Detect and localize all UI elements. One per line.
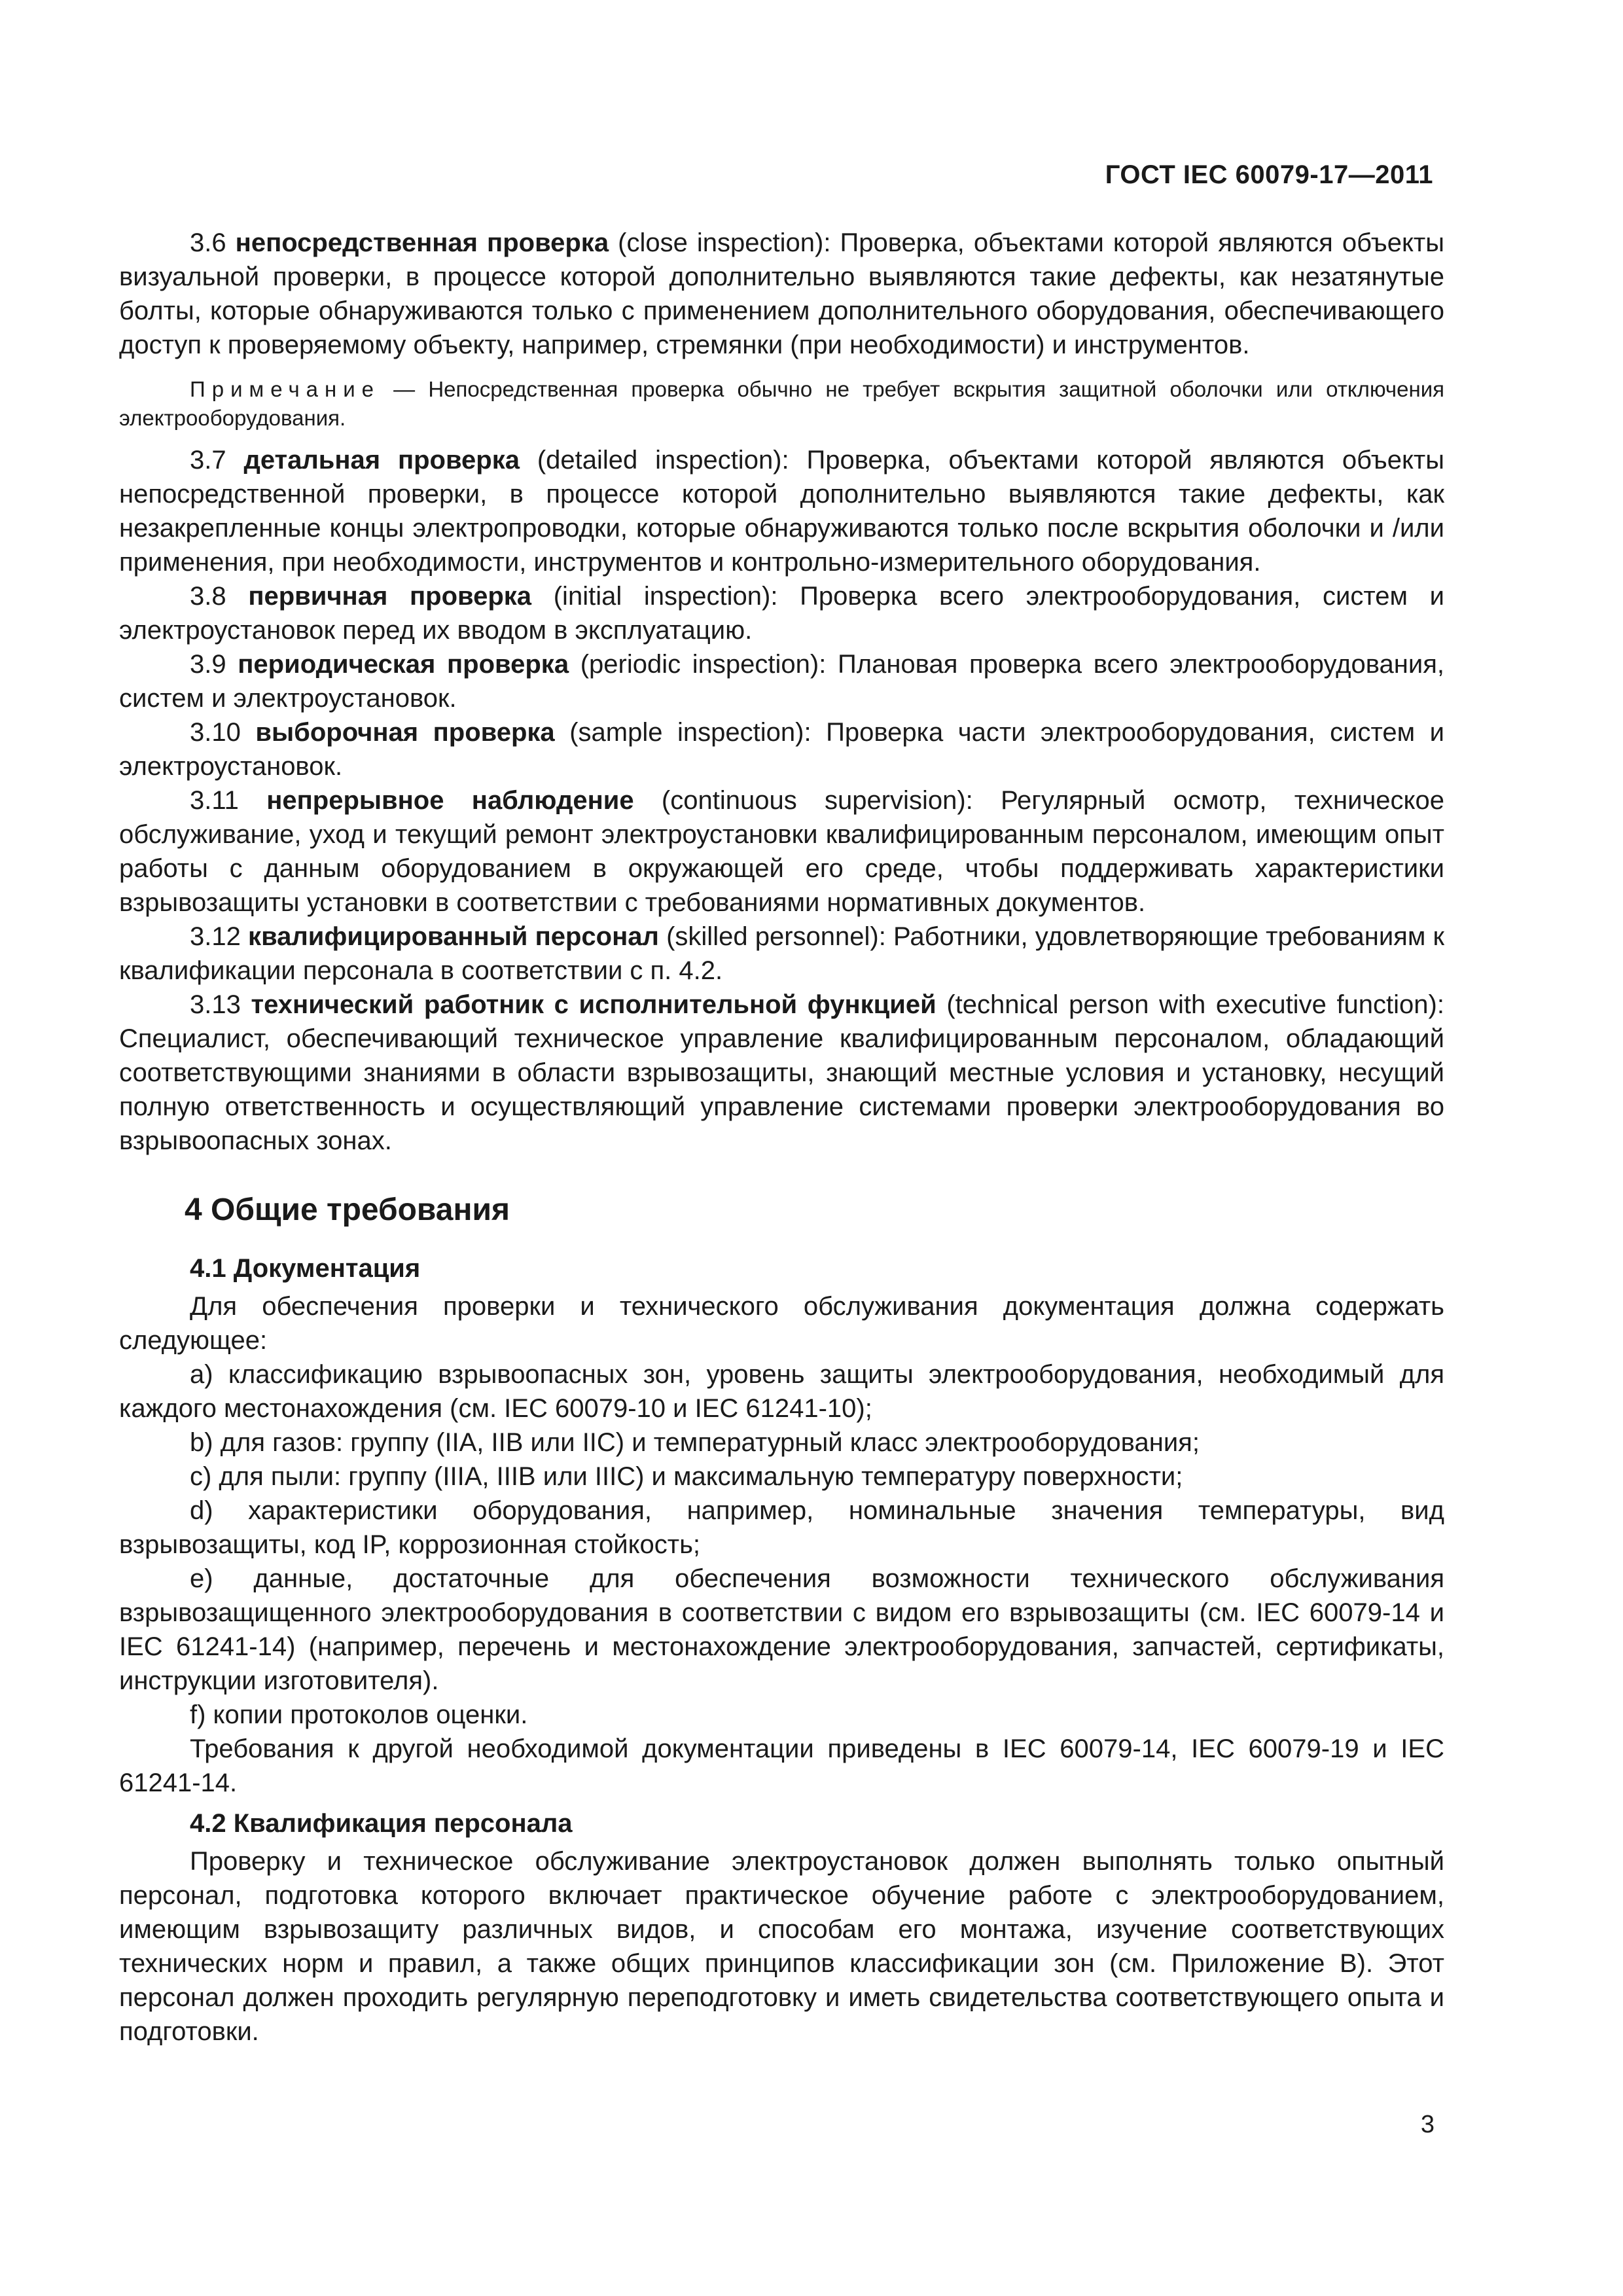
term-number: 3.6 [190,228,226,257]
term-definition: Плановая проверка всего электрооборудования, систем и электроустановок. [119,650,1444,713]
subsection-body: Проверку и техническое обслуживание электроустановок должен выполнять только опытный персонал, подготовка которого включает практическое обучение работе с электрооборудованием, имеющим взрывозащиту различных видов, и способам его монтажа, изучение соответствующих технических норм и правил, а также общих принципов классификации зон (см. Приложение B). Этот персонал должен проходить регулярную переподготовку и иметь свидетельства соответствующего опыта и подготовки. [119,1847,1444,2046]
term-english: (initial inspection): [553,582,778,611]
term-number: 3.13 [190,990,241,1019]
term-name: непрерывное наблюдение [266,786,634,815]
note-label: Примечание [190,377,381,401]
term-name: квалифицированный персонал [248,922,659,951]
list-item: e) данные, достаточные для обеспечения возможности технического обслуживания взрывозащищенного электрооборудования в соответствии с видом его взрывозащиты (см. IEC 60079-14 и IEC 61241-14) (например, перечень и местонахождение электрооборудования, запчастей, сертификаты, инструкции изготовителя). [119,1564,1444,1695]
subsection-title-4-2: 4.2 Квалификация персонала [190,1809,573,1838]
term-number: 3.10 [190,718,241,747]
term-name: технический работник с исполнительной функцией [251,990,936,1019]
term-3-8 [119,579,1444,647]
term-english: (continuous supervision): [661,786,973,815]
subsection-outro: Требования к другой необходимой документации приведены в IEC 60079-14, IEC 60079-19 и IEC 61241-14. [119,1734,1444,1797]
term-name: периодическая проверка [238,650,569,679]
term-3-6 [119,226,1444,362]
subsection-title-4-1: 4.1 Документация [190,1254,421,1283]
term-3-13 [119,988,1444,1158]
term-english: (technical person with executive function): [946,990,1444,1019]
list-item: c) для пыли: группу (IIIA, IIIB или IIIC) и максимальную температуру поверхности; [190,1462,1183,1491]
note [119,375,1444,433]
term-definition: Специалист, обеспечивающий техническое управление квалифицированным персоналом, обладающий соответствующими знаниями в области взрывозащиты, знающий местные условия и установку, несущий полную ответственность и осуществляющий управление системами проверки электрооборудования во взрывоопасных зонах. [119,1024,1444,1155]
term-definition: Проверка всего электрооборудования, систем и электроустановок перед их вводом в эксплуатацию. [119,582,1444,645]
note-text: — Непосредственная проверка обычно не требует вскрытия защитной оболочки или отключения электрооборудования. [119,377,1444,430]
term-number: 3.11 [190,786,239,815]
term-name: первичная проверка [248,582,532,611]
subsection-intro: Для обеспечения проверки и технического обслуживания документация должна содержать следующее: [119,1292,1444,1355]
term-3-12 [119,920,1444,988]
term-3-9 [119,647,1444,715]
term-number: 3.8 [190,582,226,611]
list-item: b) для газов: группу (IIA, IIB или IIC) и температурный класс электрооборудования; [190,1428,1200,1457]
term-english: (periodic inspection): [580,650,827,679]
term-definition: Проверка, объектами которой являются объекты визуальной проверки, в процессе которой дополнительно выявляются такие дефекты, как незатянутые болты, которые обнаруживаются только с применением дополнительного оборудования, обеспечивающего доступ к проверяемому объекту, например, стремянки (при необходимости) и инструментов. [119,228,1444,359]
term-definition: Проверка, объектами которой являются объекты непосредственной проверки, в процессе которой дополнительно выявляются такие дефекты, как незакрепленные концы электропроводки, которые обнаруживаются только после вскрытия оболочки и /или применения, при необходимости, инструментов и контрольно-измерительного оборудования. [119,446,1444,577]
term-3-11 [119,783,1444,920]
term-number: 3.9 [190,650,226,679]
term-english: (skilled personnel): [666,922,886,951]
term-definition: Работники, удовлетворяющие требованиям к квалификации персонала в соответствии с п. 4.2. [119,922,1444,985]
term-3-7 [119,443,1444,579]
list-item: f) копии протоколов оценки. [190,1700,528,1729]
term-english: (sample inspection): [569,718,812,747]
page-content [119,226,1444,2049]
term-name: детальная проверка [243,446,520,475]
section-title: 4 Общие требования [185,1193,510,1227]
term-name: непосредственная проверка [235,228,609,257]
term-english: (detailed inspection): [537,446,789,475]
term-english: (close inspection): [618,228,831,257]
list-item: d) характеристики оборудования, например, номинальные значения температуры, вид взрывозащиты, код IP, коррозионная стойкость; [119,1496,1444,1559]
document-id: ГОСТ IEC 60079-17—2011 [1105,160,1433,189]
term-number: 3.7 [190,446,226,475]
term-3-10 [119,715,1444,783]
term-number: 3.12 [190,922,241,951]
list-item: а) классификацию взрывоопасных зон, уровень защиты электрооборудования, необходимый для каждого местонахождения (см. IEC 60079-10 и IEC 61241-10); [119,1360,1444,1423]
term-definition: Проверка части электрооборудования, систем и электроустановок. [119,718,1444,781]
term-name: выборочная проверка [255,718,555,747]
page-number: 3 [1420,2111,1435,2138]
term-definition: Регулярный осмотр, техническое обслуживание, уход и текущий ремонт электроустановки квалифицированным персоналом, имеющим опыт работы с данным оборудованием в окружающей его среде, чтобы поддерживать характеристики взрывозащиты установки в соответствии с требованиями нормативных документов. [119,786,1444,917]
